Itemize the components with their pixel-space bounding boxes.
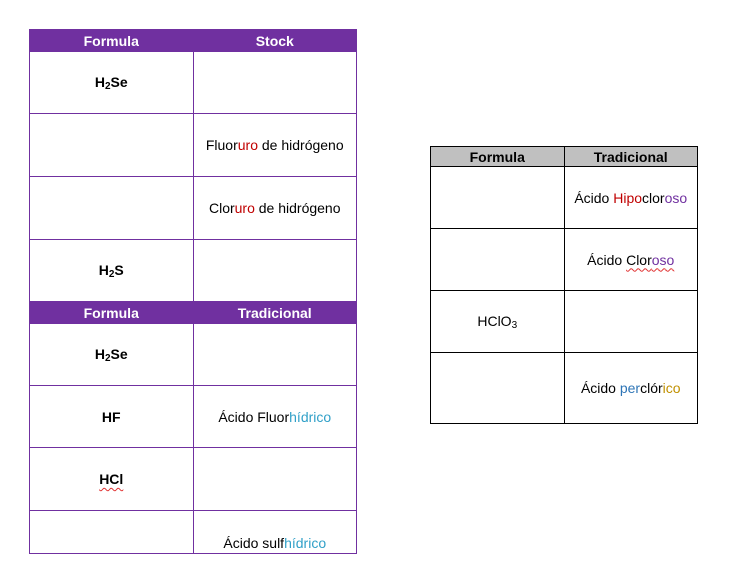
table-row bbox=[30, 240, 357, 302]
formula-cell[interactable] bbox=[431, 353, 565, 424]
chloroso-word: Cloroso bbox=[626, 251, 675, 268]
table-row bbox=[30, 177, 357, 240]
header-tradicional: Tradicional bbox=[193, 302, 357, 324]
table-row bbox=[431, 229, 698, 291]
name-cell[interactable] bbox=[193, 240, 357, 302]
name-cell[interactable] bbox=[193, 324, 357, 386]
header-formula: Formula bbox=[30, 302, 194, 324]
right-nomenclature-table bbox=[430, 146, 698, 424]
name-cell[interactable]: Fluoruro de hidrógeno bbox=[193, 114, 357, 177]
formula-cell[interactable] bbox=[431, 167, 565, 229]
name-cell[interactable]: Ácido Fluorhídrico bbox=[193, 386, 357, 448]
formula-cell[interactable] bbox=[30, 114, 194, 177]
table-row bbox=[30, 448, 357, 511]
header-formula: Formula bbox=[431, 147, 565, 167]
table-row bbox=[30, 324, 357, 386]
formula-cell[interactable] bbox=[431, 229, 565, 291]
formula-cell[interactable]: HClO$_3$ bbox=[431, 291, 565, 353]
left-nomenclature-table bbox=[29, 29, 357, 554]
table-row bbox=[431, 291, 698, 353]
name-cell[interactable]: Ácido Cloroso bbox=[564, 229, 698, 291]
table-row bbox=[30, 114, 357, 177]
name-cell[interactable] bbox=[193, 52, 357, 114]
name-cell[interactable]: Cloruro de hidrógeno bbox=[193, 177, 357, 240]
table-row bbox=[431, 167, 698, 229]
name-cell[interactable]: Ácido Hipocloroso bbox=[564, 167, 698, 229]
header-tradicional: Tradicional bbox=[564, 147, 698, 167]
table-row bbox=[431, 353, 698, 424]
name-cell[interactable] bbox=[193, 448, 357, 511]
table-row bbox=[30, 511, 357, 554]
formula-cell[interactable]: $H_2Se$ bbox=[30, 52, 194, 114]
formula-cell[interactable]: HF bbox=[30, 386, 194, 448]
header-stock: Stock bbox=[193, 30, 357, 52]
table-row bbox=[30, 386, 357, 448]
formula-cell[interactable] bbox=[30, 511, 194, 554]
name-cell[interactable]: Ácido perclórico bbox=[564, 353, 698, 424]
formula-cell[interactable]: $H_2Se$ bbox=[30, 324, 194, 386]
header-formula: Formula bbox=[30, 30, 194, 52]
name-cell[interactable]: Ácido sulfhídrico bbox=[193, 511, 357, 554]
formula-cell[interactable] bbox=[30, 177, 194, 240]
formula-cell[interactable]: HCl bbox=[30, 448, 194, 511]
table-row bbox=[30, 52, 357, 114]
name-cell[interactable] bbox=[564, 291, 698, 353]
formula-cell[interactable]: $H_2S$ bbox=[30, 240, 194, 302]
